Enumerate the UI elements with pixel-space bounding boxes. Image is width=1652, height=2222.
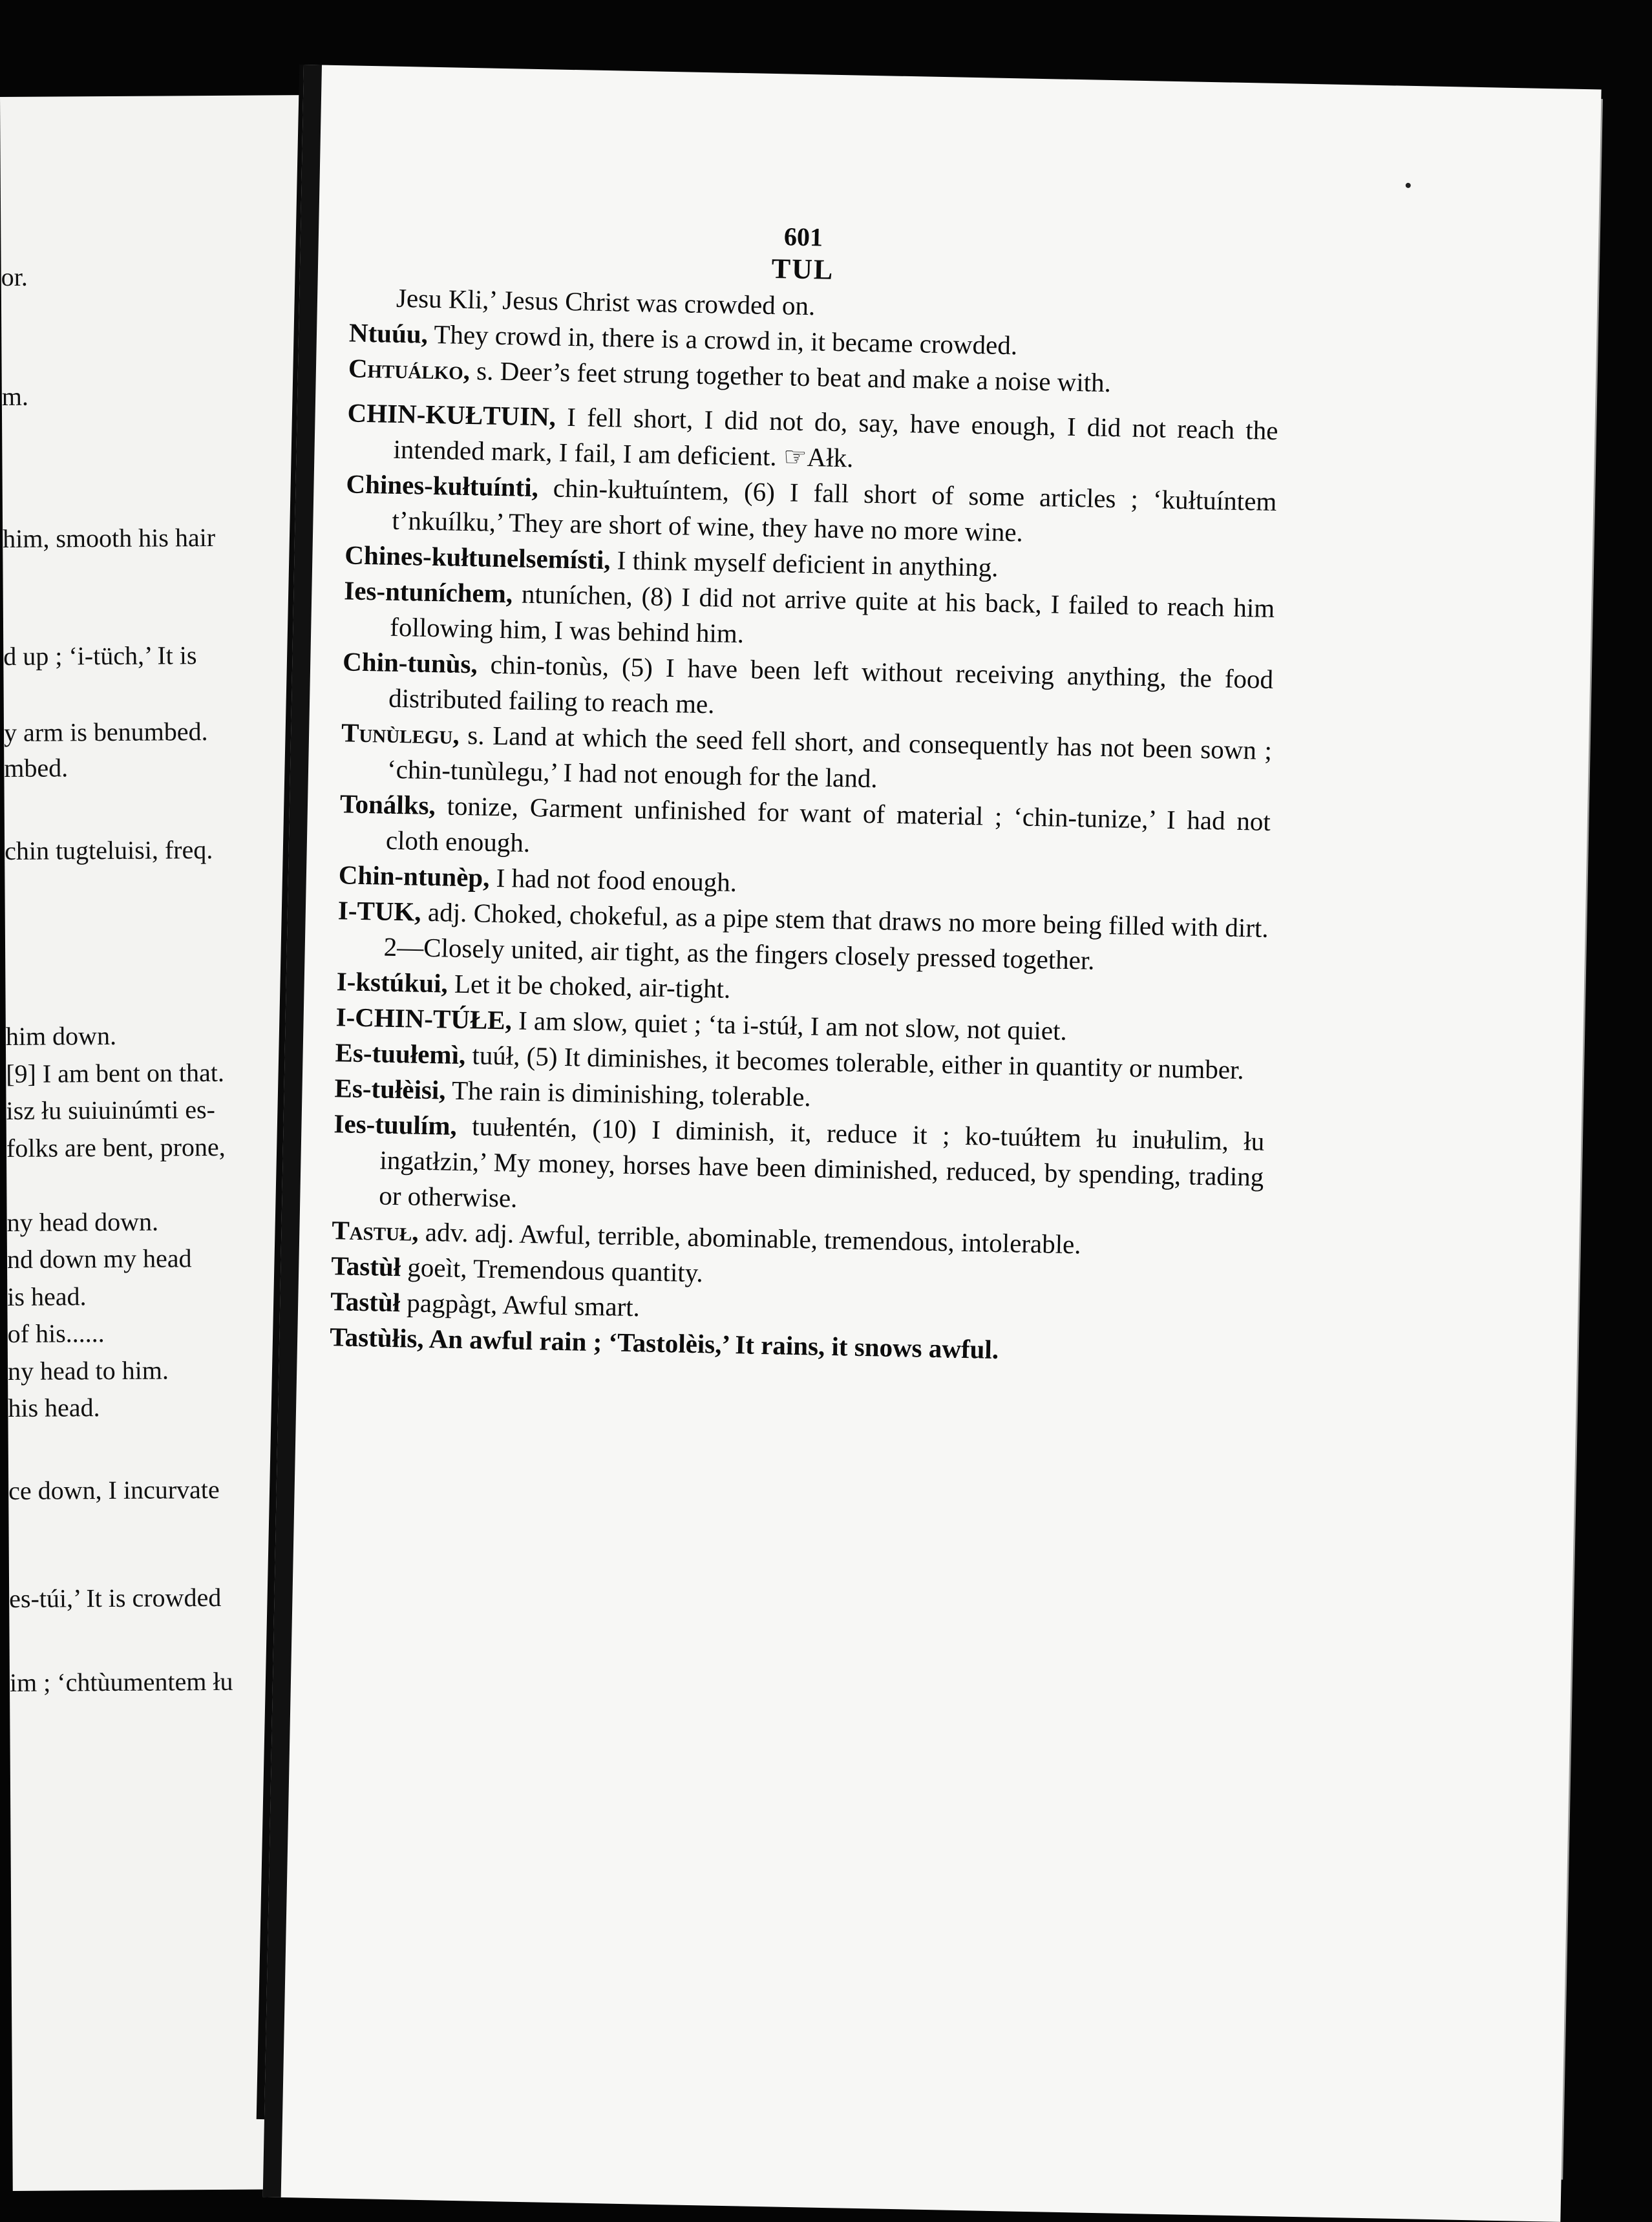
left-page-line: nd down my head — [6, 1243, 192, 1274]
left-page-line: isz łu suiuinúmti es- — [6, 1094, 216, 1125]
left-page-line: ce down, I incurvate — [8, 1474, 220, 1505]
entry-text: chin-kułtuíntem, (6) I fall short of some articles ; ‘kułtuíntem t’nkuílku,’ They are short of wine, they have no more wine. — [392, 472, 1277, 547]
entry-text: Jesu Kli,’ Jesus Christ was crowded on. — [396, 282, 816, 321]
entry-headword: Chtuálko, — [348, 353, 471, 386]
entry-text: pagpàgt, Awful smart. — [399, 1287, 641, 1322]
left-page-line: y arm is benumbed. — [3, 717, 208, 747]
entry-headword: Ntuúu, — [348, 317, 429, 349]
entry-text: Let it be choked, air-tight. — [447, 968, 731, 1004]
entry-headword: Chines-kułtuínti, — [346, 469, 539, 503]
left-page-line: folks are bent, prone, — [6, 1132, 226, 1163]
left-page-line: him down. — [5, 1021, 117, 1051]
left-page-line: im ; ‘chtùumentem łu — [9, 1666, 233, 1697]
entry-text: s. Deer’s feet strung together to beat and make a noise with. — [469, 355, 1112, 398]
left-page-line: him, smooth his hair — [3, 522, 216, 553]
entry-headword: Tastùł — [330, 1286, 401, 1318]
entry-headword: Tonálks, — [339, 788, 436, 821]
left-page-line: es-túi,’ It is crowded — [9, 1582, 222, 1613]
entry-headword: CHIN-KUŁTUIN, — [347, 397, 556, 432]
entry-text: I had not food enough. — [489, 862, 737, 898]
dictionary-entry — [332, 1106, 1265, 1231]
left-page-line: ny head down. — [6, 1207, 159, 1237]
right-page — [263, 65, 1602, 2222]
entry-headword: Tastùł — [330, 1251, 401, 1282]
entry-text: I fell short, I did not do, say, have enough, I did not reach the intended mark, I fail, I am deficient. ☞Ałk. — [393, 401, 1278, 473]
entry-text: tuúł, (5) It diminishes, it becomes tolerable, either in quantity or number. — [465, 1040, 1245, 1085]
left-page-line: is head. — [7, 1282, 87, 1311]
entry-text: I think myself deficient in anything. — [610, 545, 999, 582]
left-page-line: m. — [1, 381, 29, 411]
left-page-line: d up ; ‘i-tüch,’ It is — [3, 640, 197, 671]
entry-headword: Es-tułèisi, — [334, 1073, 447, 1105]
left-page-line: or. — [1, 262, 28, 291]
running-head: TUL — [771, 252, 834, 286]
entry-text: tonize, Garment unfinished for want of material ; ‘chin-tunize,’ I had not cloth enough. — [385, 790, 1271, 858]
left-page-line: chin tugteluisi, freq. — [4, 835, 213, 865]
entry-headword: I-CHIN-TÚŁE, — [335, 1002, 513, 1035]
entry-headword: Ies-tuulím, — [334, 1108, 458, 1141]
left-page-line: mbed. — [4, 753, 69, 783]
entry-text: An awful rain ; ‘Tastolèis,’ It rains, it snows awful. — [423, 1323, 999, 1365]
left-page-line: his head. — [8, 1393, 100, 1423]
entry-headword: Es-tuułemì, — [335, 1037, 466, 1070]
entry-text: The rain is diminishing, tolerable. — [445, 1075, 812, 1112]
left-page-line: [9] I am bent on that. — [6, 1057, 225, 1088]
left-page-line: ny head to him. — [7, 1355, 169, 1386]
entry-headword: Chines-kułtunelsemísti, — [344, 540, 611, 575]
ink-spot — [1406, 183, 1411, 188]
entry-text: tuułentén, (10) I diminish, it, reduce it ; ko-tuúłtem łu inułulim, łu ingatłzin,’ My money, horses have been diminished, reduced, by spending, trading or otherwise. — [378, 1110, 1265, 1213]
entry-text: I am slow, quiet ; ‘ta i-stúł, I am not slow, not quiet. — [511, 1005, 1068, 1046]
entry-headword: Ies-ntuníchem, — [343, 575, 513, 609]
entry-headword: Tunùlegu, — [341, 717, 460, 750]
entry-text: adv. adj. Awful, terrible, abominable, tremendous, intolerable. — [418, 1216, 1082, 1260]
page-number: 601 — [783, 222, 823, 252]
entry-headword: Tastùłis, — [329, 1322, 425, 1353]
entry-headword: I-TUK, — [337, 895, 422, 927]
entry-headword: Tastuł, — [331, 1215, 419, 1247]
entry-text: s. Land at which the seed fell short, and consequently has not been sown ; ‘chin-tunùlegu,’ I had not enough for the land. — [387, 719, 1273, 794]
entry-headword: Chin-ntunèp, — [338, 860, 490, 893]
entry-text: They crowd in, there is a crowd in, it became crowded. — [427, 319, 1018, 361]
entry-text: ntuníchen, (8) I did not arrive quite at his back, I failed to reach him following him, I was behind him. — [389, 578, 1275, 649]
entry-text: adj. Choked, chokeful, as a pipe stem that draws no more being filled with dirt. 2—Closely united, air tight, as the fingers closely pressed together. — [383, 896, 1269, 975]
left-page-line: of his...... — [7, 1318, 105, 1348]
entry-headword: Chin-tunùs, — [342, 646, 478, 679]
entry-text: chin-tonùs, (5) I have been left without receiving anything, the food distributed failing to reach me. — [388, 649, 1274, 719]
entry-text: goeìt, Tremendous quantity. — [400, 1252, 704, 1288]
dictionary-text — [330, 214, 1282, 1372]
entry-headword: I-kstúkui, — [336, 966, 449, 999]
